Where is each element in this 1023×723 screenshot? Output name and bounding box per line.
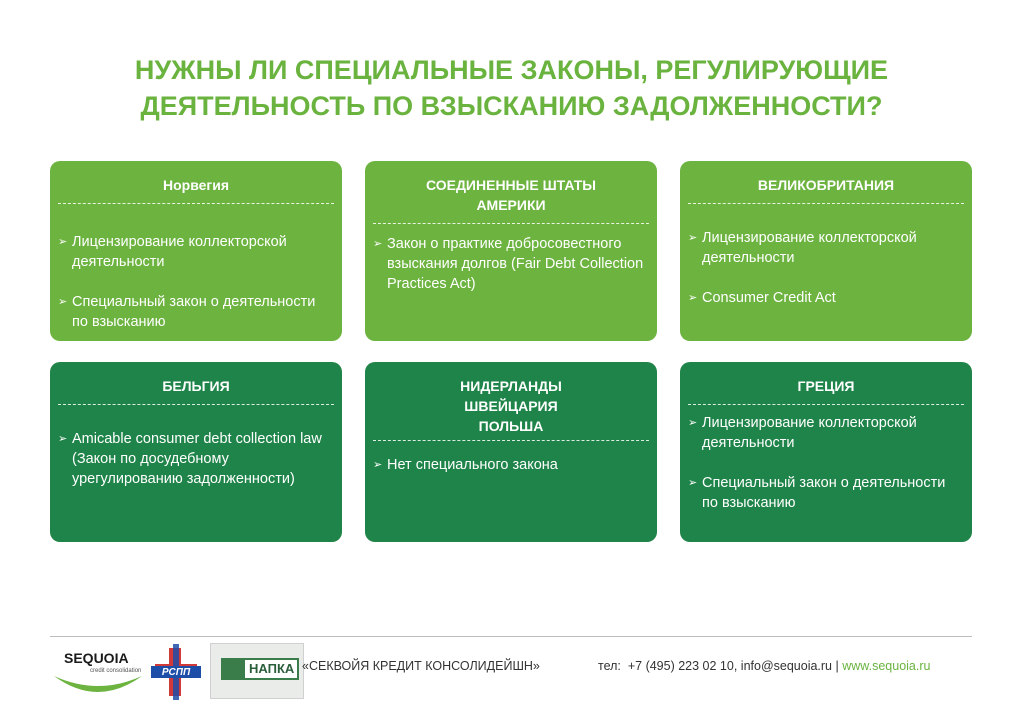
- list-item: [373, 455, 647, 475]
- card-title-line: Норвегия: [162, 177, 230, 193]
- card-title: [365, 362, 657, 436]
- card-norway: [50, 161, 342, 341]
- website-link[interactable]: www.sequoia.ru: [842, 659, 931, 673]
- napka-logo-text: НАПКА: [249, 661, 295, 676]
- arrow-bullet-icon: ➢: [688, 292, 698, 304]
- arrow-bullet-icon: ➢: [688, 477, 698, 489]
- list-item: [58, 232, 332, 272]
- napka-logo-caption: [247, 648, 301, 656]
- footer-divider: [50, 636, 972, 637]
- card-title-line: СОЕДИНЕННЫЕ ШТАТЫ: [425, 177, 597, 193]
- list-item: [688, 413, 962, 453]
- sequoia-swoosh-icon: [52, 668, 144, 702]
- card-title: [680, 362, 972, 396]
- list-item: [688, 288, 962, 308]
- arrow-bullet-icon: ➢: [373, 238, 383, 250]
- email-link[interactable]: info@sequoia.ru: [740, 659, 833, 673]
- sequoia-logo-subtitle: credit consolidation: [90, 668, 142, 674]
- rspp-logo-icon: [151, 644, 201, 700]
- footer-contact: тел: +7 (495) 223 02 10, info@sequoia.ru | www.sequoia.ru: [598, 659, 931, 673]
- card-title: [50, 362, 342, 396]
- card-title-line: НИДЕРЛАНДЫ: [460, 378, 562, 394]
- card-belgium: [50, 362, 342, 542]
- page-title: [60, 52, 963, 124]
- napka-square-icon: [223, 660, 245, 678]
- card-greece: [680, 362, 972, 542]
- list-item-text: Закон о практике добросовестного взыскания долгов (Fair Debt Collection Practices Act): [387, 236, 644, 292]
- phone-label: тел:: [598, 659, 621, 673]
- card-title: [50, 161, 342, 195]
- list-item: [58, 429, 332, 489]
- card-usa: [365, 161, 657, 341]
- list-item-text: Amicable consumer debt collection law (Закон по досудебному урегулированию задолженности): [72, 431, 322, 487]
- footer-company-name: «СЕКВОЙЯ КРЕДИТ КОНСОЛИДЕЙШН»: [302, 659, 540, 673]
- list-item: [688, 473, 962, 513]
- rspp-logo-text: РСПП: [161, 667, 191, 678]
- list-item-text: Лицензирование коллекторской деятельности: [72, 234, 287, 270]
- arrow-bullet-icon: ➢: [58, 433, 68, 445]
- card-title-line: ГРЕЦИЯ: [797, 378, 855, 394]
- arrow-bullet-icon: ➢: [688, 232, 698, 244]
- napka-logo: [210, 643, 304, 699]
- card-title-line: БЕЛЬГИЯ: [162, 378, 230, 394]
- list-item: [373, 234, 647, 294]
- card-netherlands-switzerland-poland: [365, 362, 657, 542]
- page-title-line-2: ДЕЯТЕЛЬНОСТЬ ПО ВЗЫСКАНИЮ ЗАДОЛЖЕННОСТИ?: [140, 91, 883, 121]
- list-item-text: Лицензирование коллекторской деятельности: [702, 415, 917, 451]
- rspp-logo: [151, 644, 201, 700]
- phone-number: +7 (495) 223 02 10: [627, 659, 734, 673]
- arrow-bullet-icon: ➢: [688, 417, 698, 429]
- card-great-britain: [680, 161, 972, 341]
- list-item-text: Специальный закон о деятельности по взысканию: [702, 475, 946, 511]
- list-item-text: Нет специального закона: [387, 457, 558, 473]
- page-title-line-1: НУЖНЫ ЛИ СПЕЦИАЛЬНЫЕ ЗАКОНЫ, РЕГУЛИРУЮЩИЕ: [134, 55, 889, 85]
- card-title-line: ШВЕЙЦАРИЯ: [464, 398, 558, 414]
- separator: |: [835, 659, 839, 673]
- card-title: [365, 161, 657, 215]
- list-item-text: Лицензирование коллекторской деятельности: [702, 230, 917, 266]
- arrow-bullet-icon: ➢: [58, 236, 68, 248]
- list-item: [688, 228, 962, 268]
- arrow-bullet-icon: ➢: [58, 296, 68, 308]
- list-item-text: Специальный закон о деятельности по взысканию: [72, 294, 316, 330]
- sequoia-logo-name: SEQUOIA: [64, 650, 129, 666]
- sequoia-logo: [52, 650, 144, 702]
- arrow-bullet-icon: ➢: [373, 459, 383, 471]
- list-item-text: Consumer Credit Act: [702, 290, 836, 306]
- card-title-line: ВЕЛИКОБРИТАНИЯ: [757, 177, 895, 193]
- list-item: [58, 292, 332, 332]
- napka-logo-mark: [221, 658, 299, 680]
- card-title-line: ПОЛЬША: [478, 418, 544, 434]
- card-title-line: АМЕРИКИ: [476, 197, 546, 213]
- card-title: [680, 161, 972, 195]
